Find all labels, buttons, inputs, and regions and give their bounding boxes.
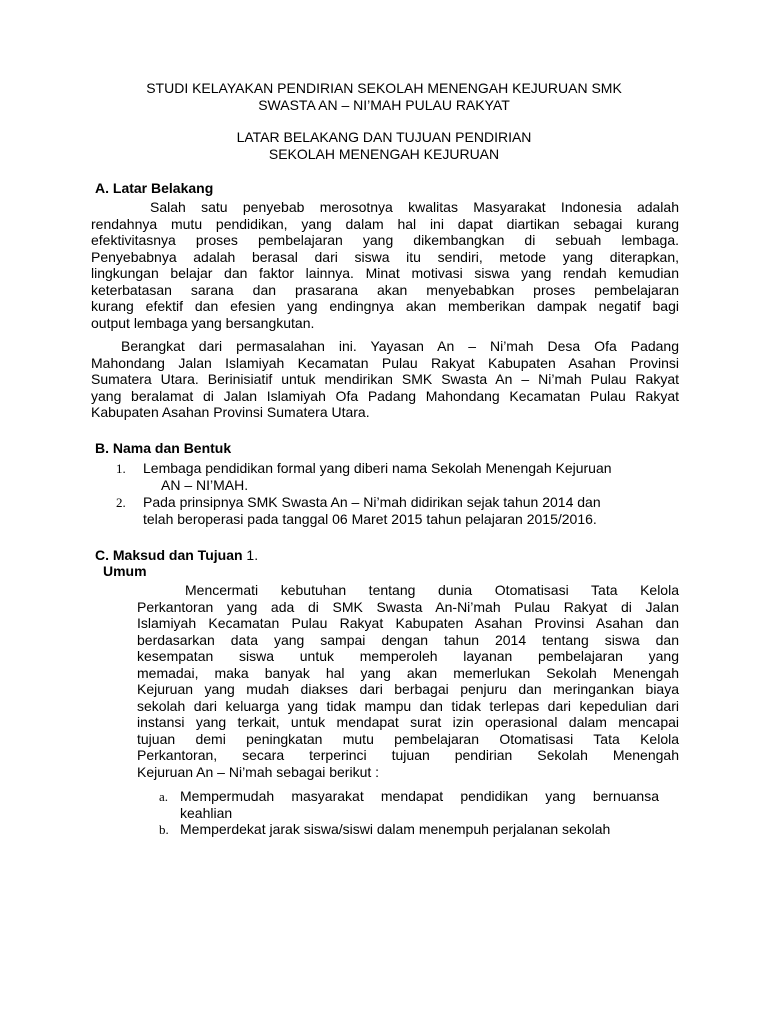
paragraph-line: output lembaga yang bersangkutan.	[91, 314, 315, 331]
paragraph-line: berdasarkan data yang sampai dengan tahun 2014 tentang siswa dan	[137, 631, 679, 648]
section-c-paragraph	[137, 582, 679, 780]
section-a-heading: A. Latar Belakang	[95, 180, 214, 196]
list-item-line-2: keahlian	[180, 805, 233, 821]
document-title	[0, 80, 768, 114]
section-c-number: 1.	[246, 547, 259, 563]
paragraph-line: yang beralamat di Jalan Islamiyah Ofa Padang Mahondang Kecamatan Pulau Rakyat	[91, 387, 679, 404]
list-item-line-2: AN – NI’MAH.	[161, 477, 249, 493]
paragraph-line: keterbatasan sarana dan prasarana akan menyebabkan proses pembelajaran	[91, 281, 679, 298]
paragraph-line: Kejuruan An – Ni’mah sebagai berikut :	[137, 763, 380, 780]
paragraph-line: rendahnya mutu pendidikan, yang dalam hal ini dapat diartikan sebagai kurang	[91, 215, 679, 232]
list-item	[159, 821, 659, 838]
list-item-line-2: telah beroperasi pada tanggal 06 Maret 2015 tahun pelajaran 2015/2016.	[143, 511, 597, 527]
title-line-1: STUDI KELAYAKAN PENDIRIAN SEKOLAH MENENGAH KEJURUAN SMK	[146, 80, 622, 96]
paragraph-line: sekolah dari keluarga yang tidak mampu dan tidak terlepas dari kepedulian dari	[137, 697, 679, 714]
paragraph-line: Mahondang Jalan Islamiyah Kecamatan Pulau Rakyat Kabupaten Asahan Provinsi	[91, 354, 679, 371]
title-line-2: SWASTA AN – NI’MAH PULAU RAKYAT	[258, 97, 510, 113]
paragraph-line: tujuan demi peningkatan mutu pembelajaran Otomatisasi Tata Kelola	[137, 730, 679, 747]
paragraph-line: memadai, maka banyak hal yang akan memerlukan Sekolah Menengah	[137, 664, 679, 681]
section-c-heading	[95, 547, 258, 564]
paragraph-line: Kejuruan yang mudah diakses dari berbagai penjuru dan meringankan biaya	[137, 681, 679, 697]
paragraph-line: kesempatan siswa untuk memperoleh layanan pembelajaran yang	[137, 648, 679, 664]
section-a-paragraph-2	[91, 338, 679, 421]
paragraph-line: lingkungan belajar dan faktor lainnya. Minat motivasi siswa yang rendah kemudian	[91, 265, 679, 281]
paragraph-line: efektivitasnya proses pembelajaran yang dikembangkan di sebuah lembaga.	[91, 232, 679, 248]
paragraph-line: Perkantoran yang ada di SMK Swasta An-Ni’mah Pulau Rakyat di Jalan	[137, 598, 679, 615]
list-item-line-1: Mempermudah masyarakat mendapat pendidikan yang bernuansa	[180, 788, 659, 804]
list-marker: 1.	[116, 461, 126, 476]
list-item	[159, 788, 659, 822]
list-item-line-1: Memperdekat jarak siswa/siswi dalam menempuh perjalanan sekolah	[180, 821, 611, 837]
paragraph-line: Mencermati kebutuhan tentang dunia Otomatisasi Tata Kelola	[185, 582, 679, 598]
paragraph-line: Sumatera Utara. Berinisiatif untuk mendirikan SMK Swasta An – Ni’mah Pulau Rakyat	[91, 371, 679, 387]
list-marker: 2.	[116, 495, 126, 510]
paragraph-line: Perkantoran, secara terperinci tujuan pendirian Sekolah Menengah	[137, 747, 679, 763]
list-marker: b.	[159, 822, 169, 837]
list-item	[116, 494, 676, 528]
list-item-line-1: Lembaga pendidikan formal yang diberi nama Sekolah Menengah Kejuruan	[143, 460, 612, 476]
subtitle-line-1: LATAR BELAKANG DAN TUJUAN PENDIRIAN	[236, 129, 532, 145]
paragraph-line: Salah satu penyebab merosotnya kwalitas Masyarakat Indonesia adalah	[150, 199, 679, 215]
section-a-paragraph-1	[91, 199, 679, 331]
list-item-line-1: Pada prinsipnya SMK Swasta An – Ni’mah didirikan sejak tahun 2014 dan	[143, 494, 601, 510]
section-c-title: C. Maksud dan Tujuan	[95, 547, 243, 563]
list-item	[116, 460, 676, 494]
document-subtitle	[0, 129, 768, 163]
paragraph-line: Berangkat dari permasalahan ini. Yayasan An – Ni’mah Desa Ofa Padang	[121, 338, 679, 354]
section-c-subheading: Umum	[103, 563, 147, 579]
paragraph-line: Penyebabnya adalah berasal dari siswa itu sendiri, metode yang diterapkan,	[91, 248, 679, 265]
list-marker: a.	[159, 789, 169, 804]
paragraph-line: instansi yang terkait, untuk mendapat surat izin operasional dalam mencapai	[137, 714, 679, 730]
section-b-heading: B. Nama dan Bentuk	[95, 440, 232, 456]
paragraph-line: Islamiyah Kecamatan Pulau Rakyat Kabupaten Asahan Provinsi Asahan dan	[137, 615, 679, 631]
subtitle-line-2: SEKOLAH MENENGAH KEJURUAN	[268, 146, 500, 162]
paragraph-line: kurang efektif dan efesien yang endingnya akan memberikan dampak negatif bagi	[91, 298, 679, 314]
paragraph-line: Kabupaten Asahan Provinsi Sumatera Utara.	[91, 404, 370, 420]
